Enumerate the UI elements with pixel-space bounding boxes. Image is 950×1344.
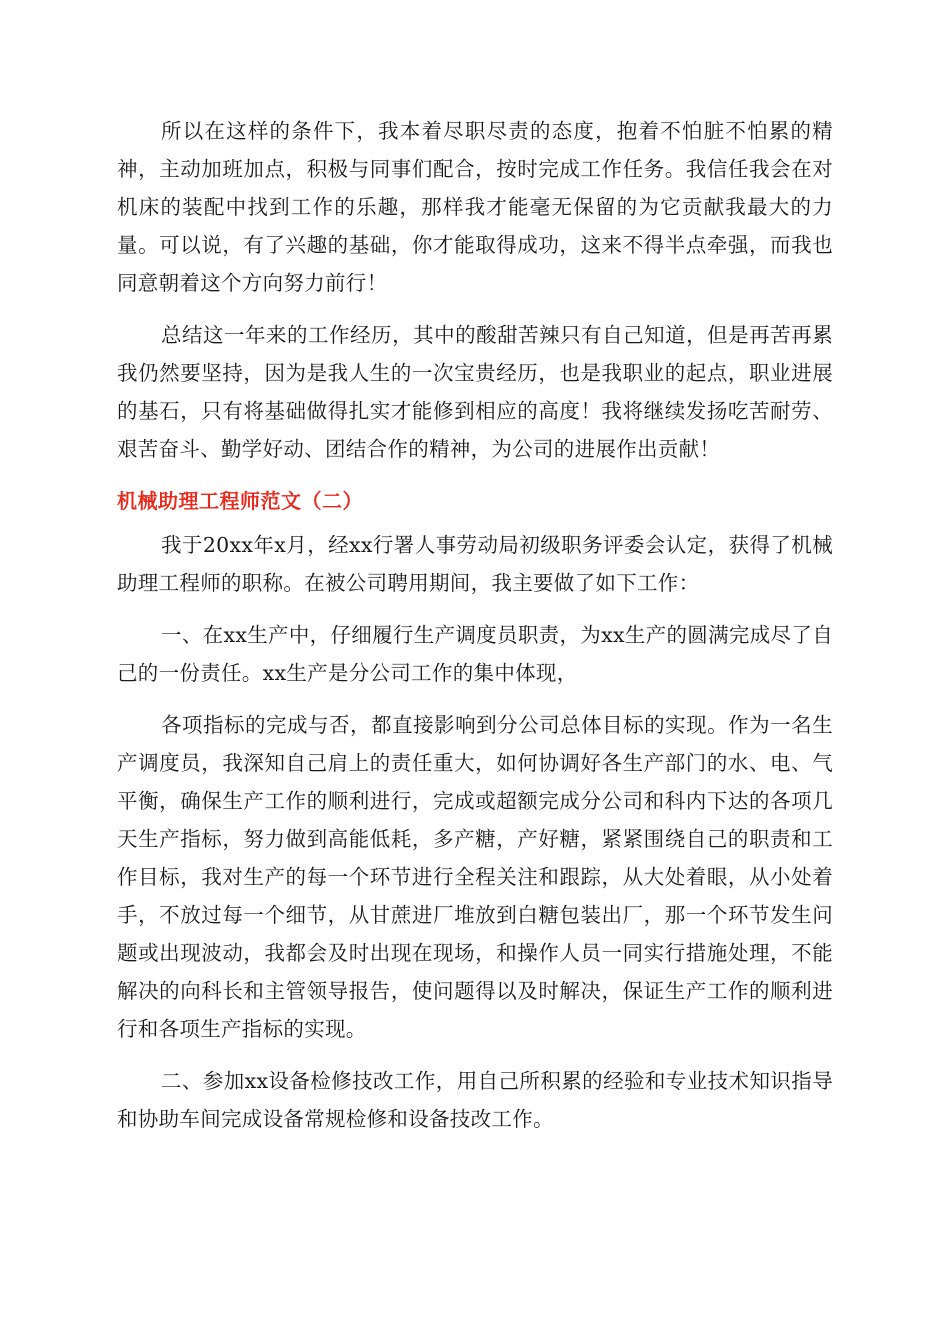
paragraph-gap: [117, 602, 833, 616]
paragraph-gap: [117, 692, 833, 706]
paragraph-1: 所以在这样的条件下，我本着尽职尽责的态度，抱着不怕脏不怕累的精神，主动加班加点，积极与同事们配合，按时完成工作任务。我信任我会在对机床的装配中找到工作的乐趣，那样我才能毫无保留的为它贡献我最大的力量。可以说，有了兴趣的基础，你才能取得成功，这来不得半点牵强，而我也同意朝着这个方向努力前行！: [117, 119, 833, 295]
paragraph-6: 二、参加xx设备检修技改工作，用自己所积累的经验和专业技术知识指导和协助车间完成设备常规检修和设备技改工作。: [117, 1069, 833, 1131]
paragraph-gap: [117, 302, 833, 316]
document-page: [117, 112, 833, 1138]
section-heading: 机械助理工程师范文（二）: [117, 489, 363, 513]
paragraph-4: 一、在xx生产中，仔细履行生产调度员职责，为xx生产的圆满完成尽了自己的一份责任。xx生产是分公司工作的集中体现，: [117, 623, 833, 685]
paragraph-2: 总结这一年来的工作经历，其中的酸甜苦辣只有自己知道，但是再苦再累我仍然要坚持，因为是我人生的一次宝贵经历，也是我职业的起点，职业进展的基石，只有将基础做得扎实才能修到相应的高度！我将继续发扬吃苦耐劳、艰苦奋斗、勤学好动、团结合作的精神，为公司的进展作出贡献！: [117, 323, 833, 461]
paragraph-3: 我于20xx年x月，经xx行署人事劳动局初级职务评委会认定，获得了机械助理工程师的职称。在被公司聘用期间，我主要做了如下工作：: [117, 533, 833, 595]
paragraph-gap: [117, 1048, 833, 1062]
paragraph-gap: [117, 468, 833, 482]
paragraph-5: 各项指标的完成与否，都直接影响到分公司总体目标的实现。作为一名生产调度员，我深知自己肩上的责任重大，如何协调好各生产部门的水、电、气平衡，确保生产工作的顺利进行，完成或超额完成分公司和科内下达的各项几天生产指标，努力做到高能低耗，多产糖，产好糖，紧紧围绕自己的职责和工作目标，我对生产的每一个环节进行全程关注和跟踪，从大处着眼，从小处着手，不放过每一个细节，从甘蔗进厂堆放到白糖包装出厂，那一个环节发生问题或出现波动，我都会及时出现在现场，和操作人员一同实行措施处理，不能解决的向科长和主管领导报告，使问题得以及时解决，保证生产工作的顺利进行和各项生产指标的实现。: [117, 713, 833, 1041]
